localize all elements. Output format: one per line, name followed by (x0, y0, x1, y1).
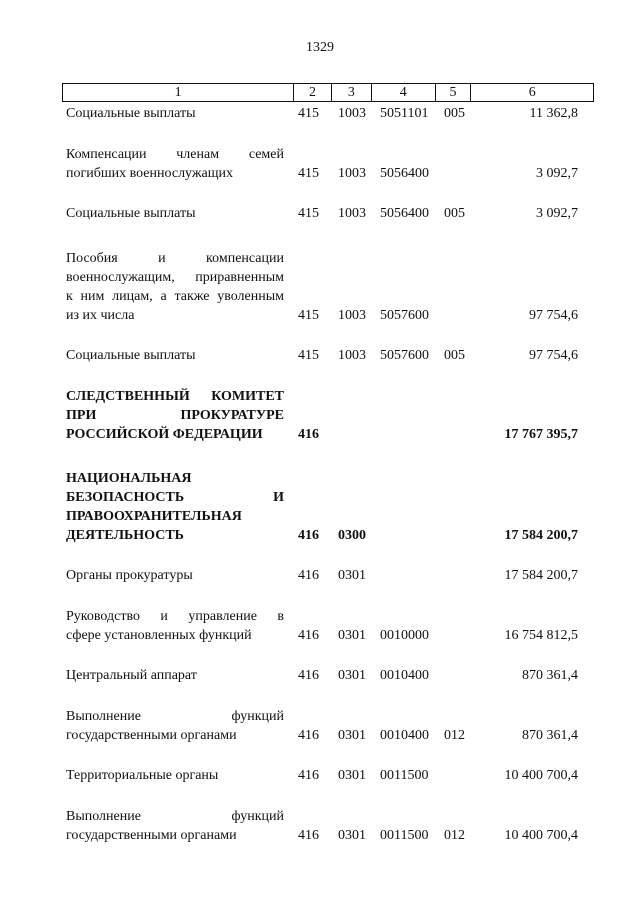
table-row (62, 249, 594, 325)
row-name-line: Компенсации членам семей (66, 147, 284, 162)
row-name-line: ПРАВООХРАНИТЕЛЬНАЯ (66, 509, 242, 524)
table-row (62, 707, 594, 745)
table-row (62, 346, 594, 365)
row-name (66, 249, 284, 325)
row-name-line: государственными органами (66, 728, 237, 743)
row-name-line: РОССИЙСКОЙ ФЕДЕРАЦИИ (66, 427, 263, 442)
cell-c2: 415 (298, 166, 319, 181)
cell-c2: 416 (298, 668, 319, 683)
table-row (62, 104, 594, 123)
row-name-line: Органы прокуратуры (66, 568, 193, 583)
header-col-2: 2 (294, 84, 332, 101)
table-row (62, 387, 594, 444)
row-name (66, 346, 284, 365)
row-name-line: ДЕЯТЕЛЬНОСТЬ (66, 528, 184, 543)
cell-c6: 870 361,4 (522, 728, 578, 743)
row-name-line: СЛЕДСТВЕННЫЙ КОМИТЕТ (66, 389, 284, 404)
cell-c3: 0301 (338, 728, 366, 743)
header-col-5: 5 (436, 84, 472, 101)
cell-c5: 012 (444, 728, 465, 743)
cell-c3: 0301 (338, 568, 366, 583)
table-row (62, 566, 594, 585)
page-number: 1329 (306, 40, 334, 55)
row-name (66, 607, 284, 645)
row-name (66, 707, 284, 745)
cell-c2: 416 (298, 728, 319, 743)
row-name-line: Пособия и компенсации (66, 251, 284, 266)
cell-c6: 11 362,8 (529, 106, 578, 121)
row-name-line: Центральный аппарат (66, 668, 197, 683)
cell-c3: 1003 (338, 206, 366, 221)
row-name-line: сфере установленных функций (66, 628, 252, 643)
row-name-line: Социальные выплаты (66, 206, 196, 221)
cell-c4: 5057600 (380, 308, 429, 323)
cell-c6: 10 400 700,4 (504, 828, 578, 843)
row-name (66, 469, 284, 545)
cell-c2: 416 (298, 828, 319, 843)
cell-c4: 0011500 (380, 768, 429, 783)
cell-c2: 416 (298, 628, 319, 643)
cell-c5: 005 (444, 206, 465, 221)
row-name-line: Выполнение функций (66, 809, 284, 824)
cell-c5: 005 (444, 106, 465, 121)
table-row (62, 607, 594, 645)
cell-c4: 5051101 (380, 106, 429, 121)
header-col-1: 1 (63, 84, 294, 101)
cell-c2: 415 (298, 308, 319, 323)
table-row (62, 807, 594, 845)
cell-c6: 10 400 700,4 (504, 768, 578, 783)
cell-c2: 415 (298, 348, 319, 363)
cell-c3: 1003 (338, 348, 366, 363)
row-name (66, 666, 284, 685)
cell-c3: 0301 (338, 668, 366, 683)
cell-c2: 416 (298, 568, 319, 583)
row-name (66, 807, 284, 845)
row-name-line: к ним лицам, а также уволенным (66, 289, 284, 304)
row-name-line: Социальные выплаты (66, 106, 196, 121)
cell-c6: 97 754,6 (529, 308, 578, 323)
cell-c4: 0010400 (380, 668, 429, 683)
row-name (66, 145, 284, 183)
header-col-4: 4 (372, 84, 436, 101)
row-name (66, 387, 284, 444)
cell-c5: 005 (444, 348, 465, 363)
cell-c3: 0301 (338, 628, 366, 643)
cell-c4: 5056400 (380, 206, 429, 221)
cell-c2: 415 (298, 106, 319, 121)
row-name-line: Территориальные органы (66, 768, 219, 783)
cell-c6: 3 092,7 (536, 166, 578, 181)
cell-c3: 0300 (338, 528, 366, 543)
cell-c2: 416 (298, 528, 319, 543)
row-name-line: погибших военнослужащих (66, 166, 234, 181)
row-name-line: военнослужащим, приравненным (66, 270, 284, 285)
table-header (62, 83, 594, 102)
header-col-3: 3 (332, 84, 372, 101)
row-name (66, 766, 284, 785)
row-name-line: государственными органами (66, 828, 237, 843)
cell-c6: 17 584 200,7 (504, 528, 578, 543)
table-row (62, 145, 594, 183)
cell-c5: 012 (444, 828, 465, 843)
cell-c6: 3 092,7 (536, 206, 578, 221)
table-row (62, 469, 594, 545)
row-name-line: БЕЗОПАСНОСТЬ И (66, 490, 284, 505)
cell-c4: 0010000 (380, 628, 429, 643)
cell-c3: 0301 (338, 828, 366, 843)
table-row (62, 666, 594, 685)
cell-c2: 415 (298, 206, 319, 221)
row-name-line: НАЦИОНАЛЬНАЯ (66, 471, 192, 486)
cell-c4: 5057600 (380, 348, 429, 363)
cell-c4: 0010400 (380, 728, 429, 743)
header-col-6: 6 (528, 85, 536, 100)
row-name (66, 104, 284, 123)
row-name-line: Выполнение функций (66, 709, 284, 724)
row-name (66, 204, 284, 223)
cell-c4: 0011500 (380, 828, 429, 843)
table-row (62, 204, 594, 223)
cell-c3: 0301 (338, 768, 366, 783)
cell-c6: 870 361,4 (522, 668, 578, 683)
cell-c3: 1003 (338, 166, 366, 181)
cell-c2: 416 (298, 768, 319, 783)
cell-c6: 97 754,6 (529, 348, 578, 363)
cell-c6: 17 584 200,7 (504, 568, 578, 583)
cell-c2: 416 (298, 427, 319, 442)
row-name-line: ПРИ ПРОКУРАТУРЕ (66, 408, 284, 423)
cell-c3: 1003 (338, 106, 366, 121)
row-name-line: из их числа (66, 308, 135, 323)
row-name-line: Руководство и управление в (66, 609, 284, 624)
row-name (66, 566, 284, 585)
cell-c6: 16 754 812,5 (504, 628, 578, 643)
cell-c3: 1003 (338, 308, 366, 323)
cell-c6: 17 767 395,7 (504, 427, 578, 442)
table-row (62, 766, 594, 785)
cell-c4: 5056400 (380, 166, 429, 181)
row-name-line: Социальные выплаты (66, 348, 196, 363)
